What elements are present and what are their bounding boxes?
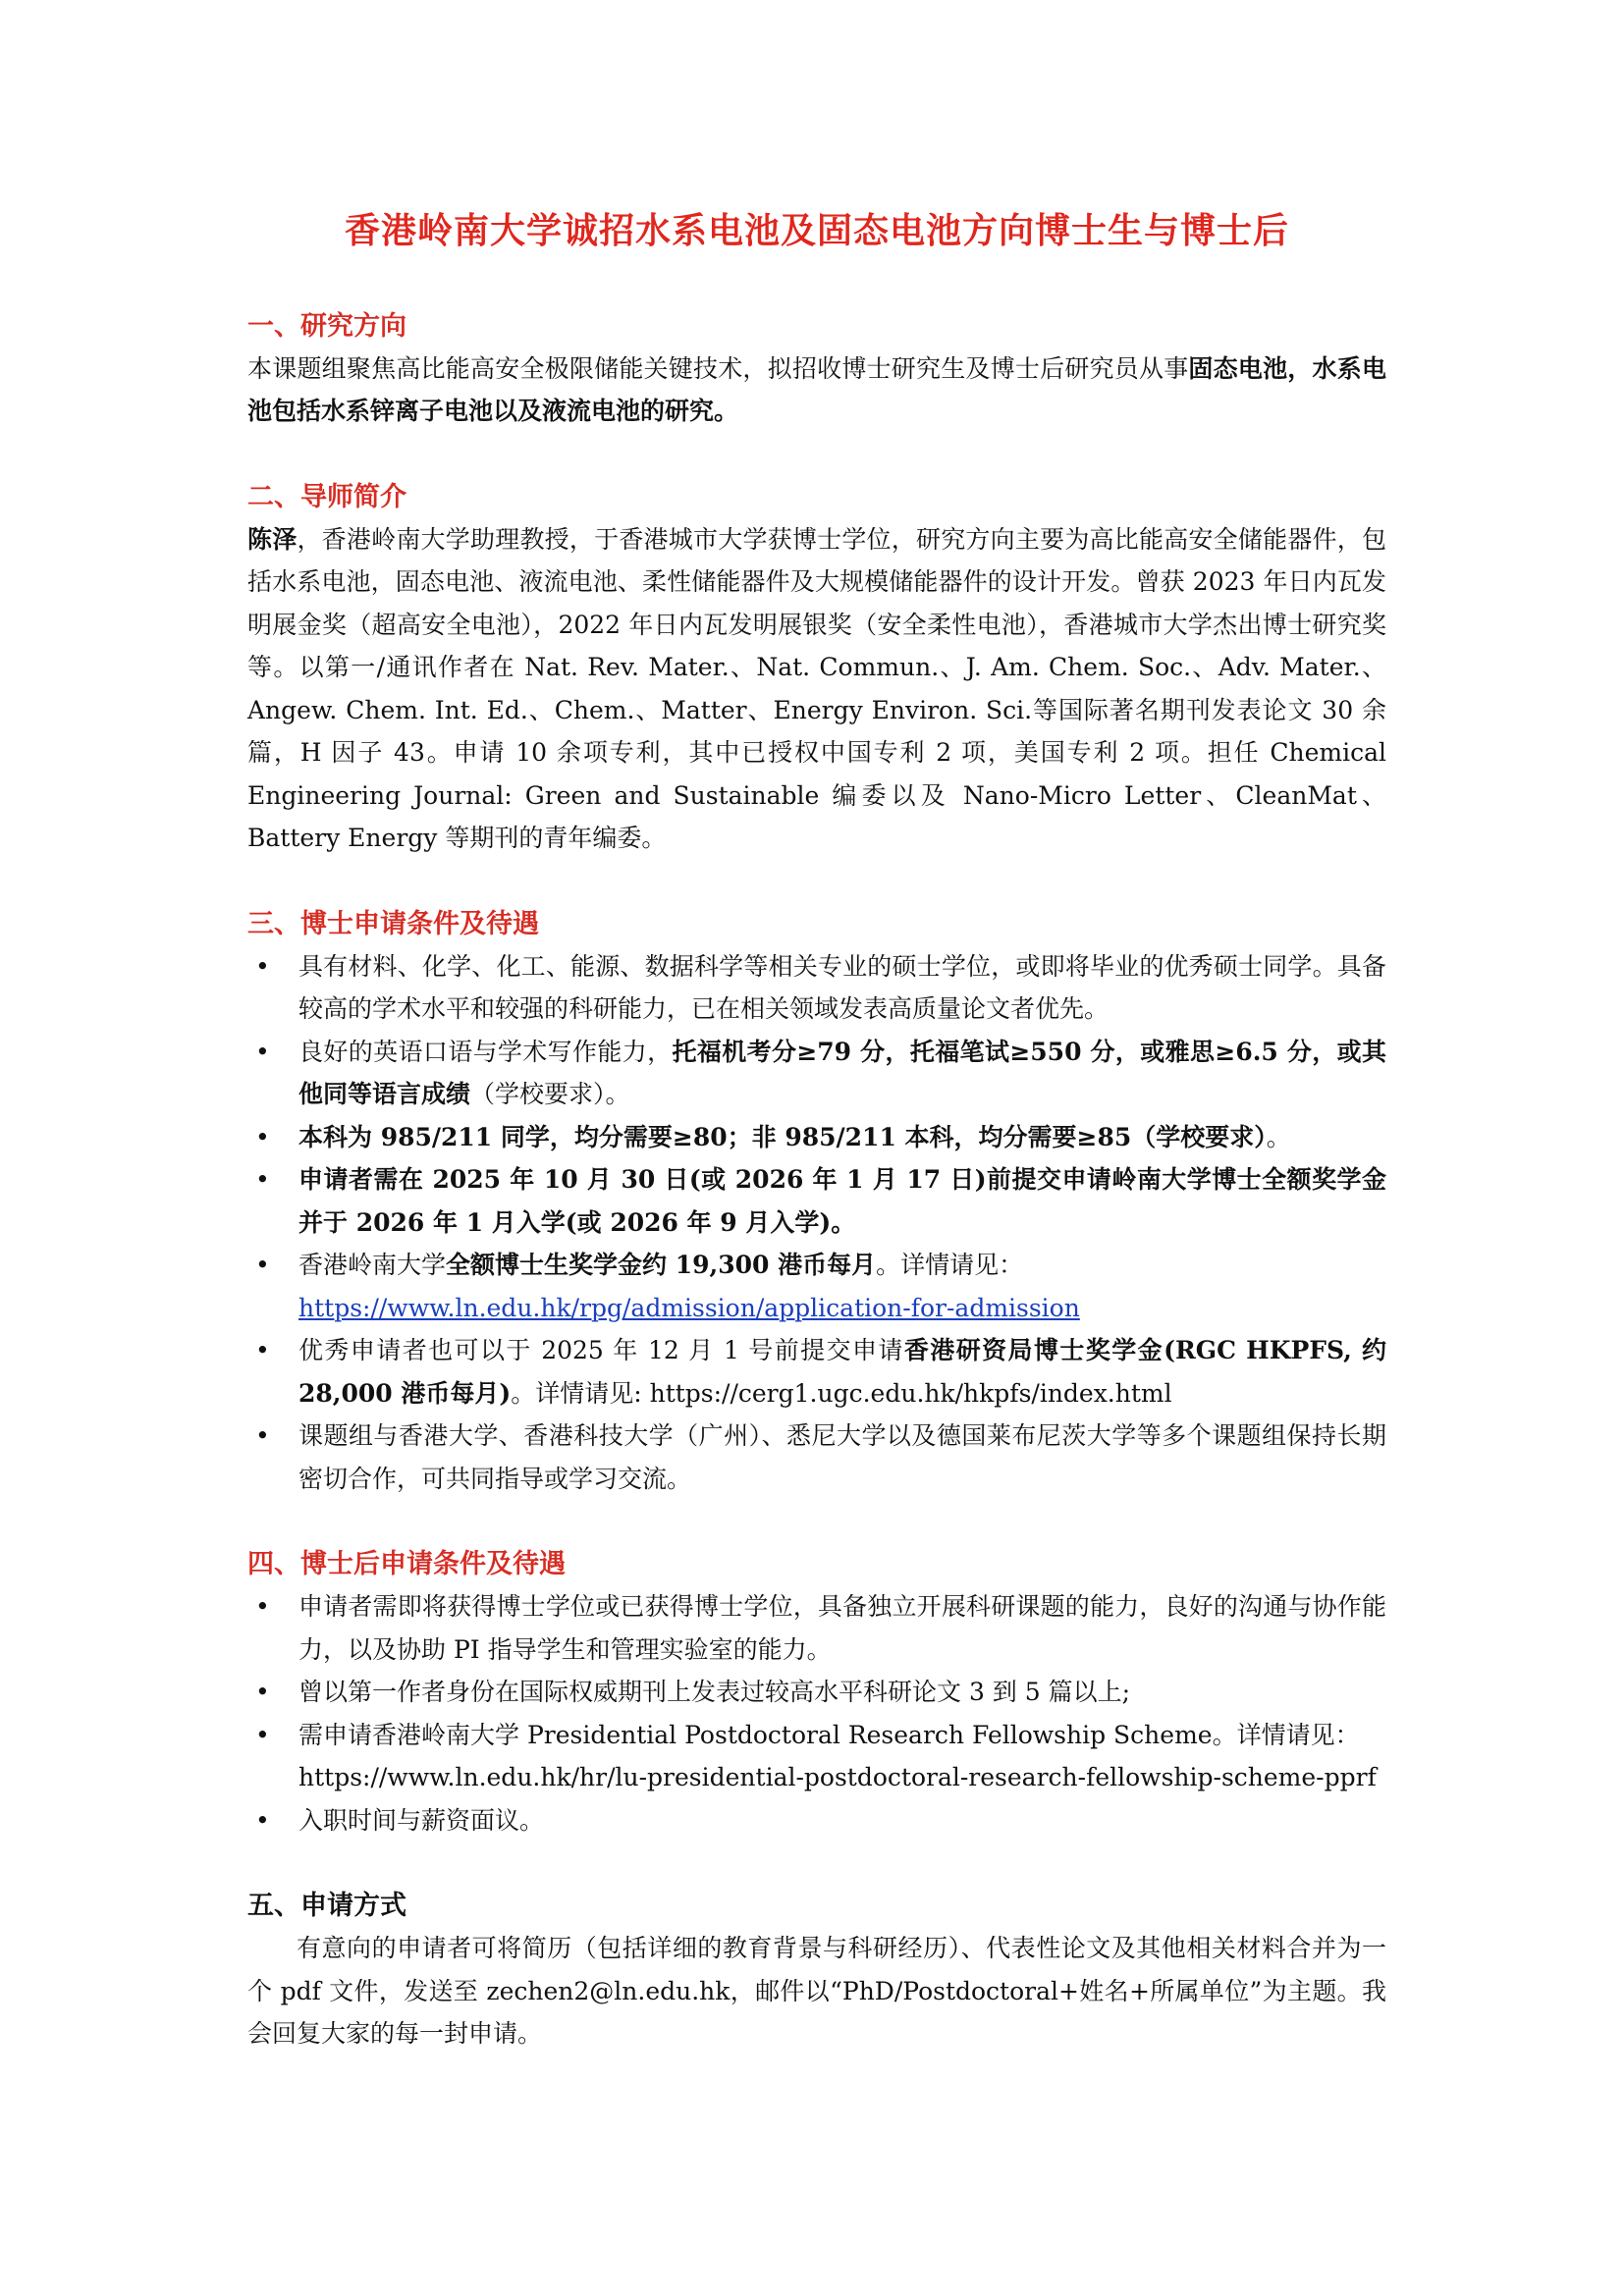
list-item-text: 。	[1266, 1122, 1291, 1151]
research-text: 本课题组聚焦高比能高安全极限储能关键技术，拟招收博士研究生及博士后研究员从事	[247, 353, 1189, 383]
list-item	[247, 1714, 1386, 1799]
list-item-highlight: 托福机考分≥79 分，托福笔试≥550 分，或雅思≥6.5 分，或其他同等语言成绩	[298, 1037, 1386, 1109]
bullet-icon: •	[255, 1165, 270, 1195]
section-supervisor	[247, 476, 1386, 860]
list-item-text: 良好的英语口语与学术写作能力，	[298, 1037, 673, 1066]
page-title: 香港岭南大学诚招水系电池及固态电池方向博士生与博士后	[344, 210, 1289, 251]
section-application	[247, 1885, 1386, 2056]
research-paragraph	[247, 347, 1386, 433]
list-item	[247, 1031, 1386, 1116]
section-heading: 三、博士申请条件及待遇	[247, 908, 539, 939]
supervisor-bio-text: ，香港岭南大学助理教授，于香港城市大学获博士学位，研究方向主要为高比能高安全储能器件，包括水系电池，固态电池、液流电池、柔性储能器件及大规模储能器件的设计开发。曾获 2023 年日内瓦发明展金奖（超高安全电池），2022 年日内瓦发明展银奖（安全柔性电池），香港城市大学杰出博士研究奖等。以第一/通讯作者在 Nat. Rev. Mater.、Nat. Commun.、J. Am. Chem. Soc.、Adv. Mater.、Angew. Chem. Int. Ed.、Chem.、Matter、Energy Environ. Sci.等国际著名期刊发表论文 30 余篇，H 因子 43。申请 10 余项专利，其中已授权中国专利 2 项，美国专利 2 项。担任 Chemical Engineering Journal: Green and Sustainable 编委以及 Nano-Micro Letter、CleanMat、Battery Energy 等期刊的青年编委。	[247, 524, 1386, 853]
list-item-text: 入职时间与薪资面议。	[298, 1805, 545, 1835]
phd-list	[247, 945, 1386, 1501]
list-item-text: 课题组与香港大学、香港科技大学（广州）、悉尼大学以及德国莱布尼茨大学等多个课题组保持长期密切合作，可共同指导或学习交流。	[298, 1421, 1386, 1493]
admission-link[interactable]: https://www.ln.edu.hk/rpg/admission/application-for-admission	[298, 1293, 1080, 1322]
bullet-icon: •	[255, 1251, 270, 1280]
list-item	[247, 1116, 1386, 1159]
bullet-icon: •	[255, 1122, 270, 1151]
bullet-icon: •	[255, 951, 270, 981]
list-item	[247, 945, 1386, 1031]
list-item-text: 需申请香港岭南大学 Presidential Postdoctoral Research Fellowship Scheme。详情请见：	[298, 1720, 1360, 1749]
bullet-icon: •	[255, 1678, 270, 1707]
list-item	[247, 1244, 1386, 1329]
document-page	[247, 208, 1386, 2099]
section-heading: 二、导师简介	[247, 481, 406, 512]
list-item-highlight: 本科为 985/211 同学，均分需要≥80；非 985/211 本科，均分需要≥85（学校要求）	[298, 1122, 1267, 1151]
section-heading: 四、博士后申请条件及待遇	[247, 1549, 566, 1580]
list-item-text: 曾以第一作者身份在国际权威期刊上发表过较高水平科研论文 3 到 5 篇以上;	[298, 1678, 1131, 1707]
list-item	[247, 1671, 1386, 1714]
supervisor-name: 陈泽	[247, 524, 298, 554]
application-paragraph: 有意向的申请者可将简历（包括详细的教育背景与科研经历）、代表性论文及其他相关材料合并为一个 pdf 文件，发送至 zechen2@ln.edu.hk，邮件以“PhD/Postdoctoral+姓名+所属单位”为主题。我会回复大家的每一封申请。	[247, 1934, 1386, 2049]
list-item-text: 香港岭南大学	[298, 1251, 447, 1280]
bullet-icon: •	[255, 1037, 270, 1066]
list-item-text: 。详情请见：	[876, 1251, 1024, 1280]
pprf-url: https://www.ln.edu.hk/hr/lu-presidential-postdoctoral-research-fellowship-scheme-pprf	[298, 1763, 1377, 1792]
section-heading: 五、申请方式	[247, 1891, 406, 1922]
list-item-highlight: 申请者需在 2025 年 10 月 30 日(或 2026 年 1 月 17 日)前提交申请岭南大学博士全额奖学金并于 2026 年 1 月入学(或 2026 年 9 月入学)。	[298, 1165, 1386, 1237]
bullet-icon: •	[255, 1336, 270, 1365]
list-item	[247, 1799, 1386, 1842]
list-item-text: 申请者需即将获得博士学位或已获得博士学位，具备独立开展科研课题的能力，良好的沟通与协作能力，以及协助 PI 指导学生和管理实验室的能力。	[298, 1592, 1386, 1664]
bullet-icon: •	[255, 1592, 270, 1622]
list-item	[247, 1415, 1386, 1500]
bullet-icon: •	[255, 1805, 270, 1835]
bullet-icon: •	[255, 1421, 270, 1451]
list-item-text: 具有材料、化学、化工、能源、数据科学等相关专业的硕士学位，或即将毕业的优秀硕士同学。具备较高的学术水平和较强的科研能力，已在相关领域发表高质量论文者优先。	[298, 951, 1386, 1024]
list-item	[247, 1329, 1386, 1415]
list-item	[247, 1585, 1386, 1671]
section-research-direction	[247, 305, 1386, 433]
list-item	[247, 1158, 1386, 1244]
list-item-highlight: 香港研资局博士奖学金(RGC HKPFS, 约 28,000 港币每月)	[298, 1336, 1386, 1408]
list-item-text: （学校要求）。	[470, 1080, 630, 1109]
supervisor-bio	[247, 518, 1386, 860]
postdoc-list	[247, 1585, 1386, 1842]
list-item-highlight: 全额博士生奖学金约 19,300 港币每月	[446, 1251, 877, 1280]
list-item-text: 。详情请见: https://cerg1.ugc.edu.hk/hkpfs/index.html	[511, 1378, 1172, 1408]
section-phd-requirements	[247, 903, 1386, 1501]
research-highlight: 固态电池，水系电池包括水系锌离子电池以及液流电池的研究。	[247, 353, 1386, 426]
section-heading: 一、研究方向	[247, 310, 406, 342]
bullet-icon: •	[255, 1720, 270, 1749]
list-item-text: 优秀申请者也可以于 2025 年 12 月 1 号前提交申请	[298, 1336, 904, 1365]
section-postdoc-requirements	[247, 1543, 1386, 1842]
